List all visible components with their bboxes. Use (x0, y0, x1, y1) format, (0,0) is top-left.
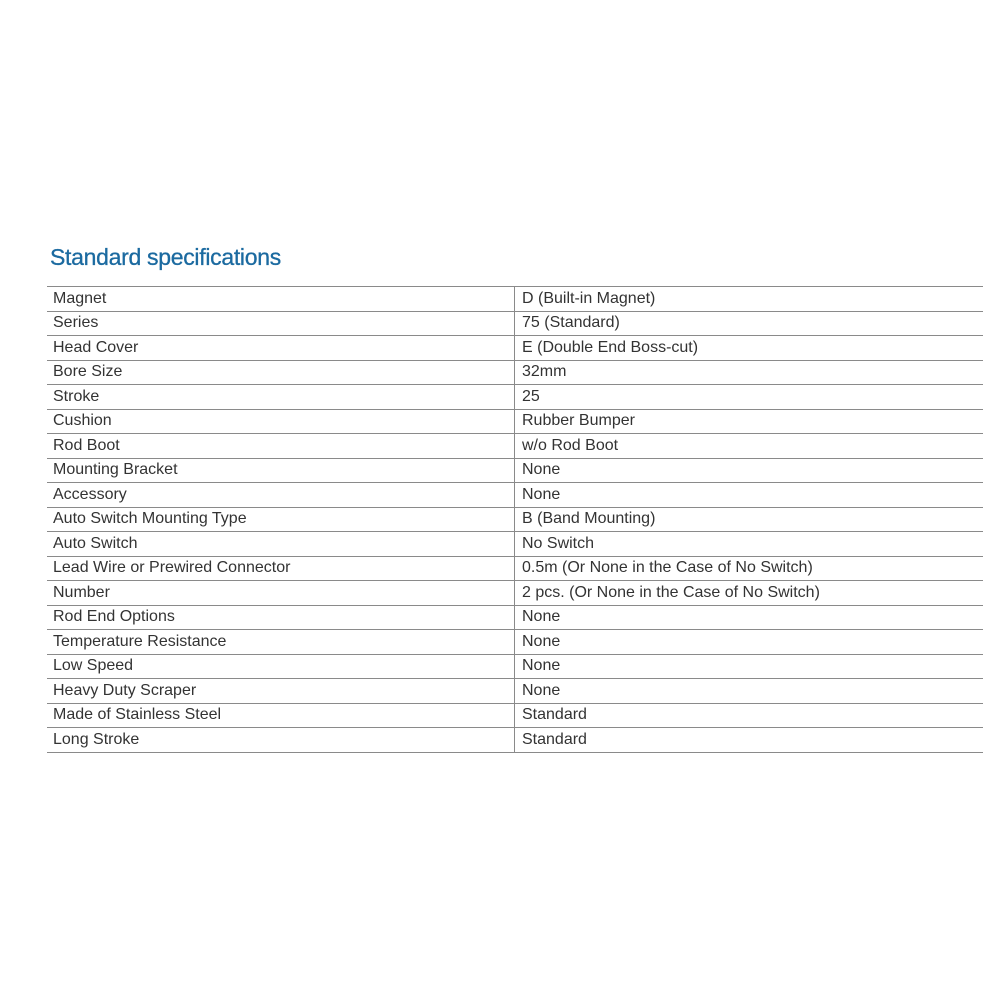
spec-value: 0.5m (Or None in the Case of No Switch) (515, 556, 984, 581)
spec-table (47, 286, 983, 753)
spec-label: Magnet (47, 287, 515, 312)
spec-label: Made of Stainless Steel (47, 703, 515, 728)
spec-value: None (515, 605, 984, 630)
spec-label: Lead Wire or Prewired Connector (47, 556, 515, 581)
spec-label: Temperature Resistance (47, 630, 515, 655)
spec-value: Rubber Bumper (515, 409, 984, 434)
spec-value: None (515, 630, 984, 655)
spec-label: Accessory (47, 483, 515, 508)
spec-value: D (Built-in Magnet) (515, 287, 984, 312)
spec-value: w/o Rod Boot (515, 434, 984, 459)
table-row (47, 703, 983, 728)
spec-label: Low Speed (47, 654, 515, 679)
spec-value: None (515, 458, 984, 483)
page-title: Standard specifications (50, 244, 281, 270)
spec-label: Series (47, 311, 515, 336)
spec-value: B (Band Mounting) (515, 507, 984, 532)
table-row (47, 581, 983, 606)
spec-label: Head Cover (47, 336, 515, 361)
table-row (47, 409, 983, 434)
spec-value: Standard (515, 728, 984, 753)
table-row (47, 385, 983, 410)
table-row (47, 434, 983, 459)
spec-label: Rod Boot (47, 434, 515, 459)
table-row (47, 311, 983, 336)
table-row (47, 532, 983, 557)
spec-label: Number (47, 581, 515, 606)
table-row (47, 605, 983, 630)
table-row (47, 630, 983, 655)
table-row (47, 483, 983, 508)
spec-value: 2 pcs. (Or None in the Case of No Switch) (515, 581, 984, 606)
table-row (47, 507, 983, 532)
table-row (47, 360, 983, 385)
table-row (47, 287, 983, 312)
spec-value: None (515, 679, 984, 704)
spec-value: None (515, 654, 984, 679)
spec-label: Stroke (47, 385, 515, 410)
table-row (47, 679, 983, 704)
spec-label: Cushion (47, 409, 515, 434)
spec-table-body (47, 287, 983, 753)
spec-label: Auto Switch (47, 532, 515, 557)
spec-value: 75 (Standard) (515, 311, 984, 336)
table-row (47, 728, 983, 753)
table-row (47, 458, 983, 483)
spec-value: No Switch (515, 532, 984, 557)
spec-value: E (Double End Boss-cut) (515, 336, 984, 361)
table-row (47, 654, 983, 679)
spec-label: Auto Switch Mounting Type (47, 507, 515, 532)
spec-label: Bore Size (47, 360, 515, 385)
table-row (47, 336, 983, 361)
spec-value: 25 (515, 385, 984, 410)
spec-label: Heavy Duty Scraper (47, 679, 515, 704)
spec-label: Mounting Bracket (47, 458, 515, 483)
spec-label: Rod End Options (47, 605, 515, 630)
table-row (47, 556, 983, 581)
spec-value: None (515, 483, 984, 508)
spec-value: 32mm (515, 360, 984, 385)
spec-value: Standard (515, 703, 984, 728)
spec-label: Long Stroke (47, 728, 515, 753)
